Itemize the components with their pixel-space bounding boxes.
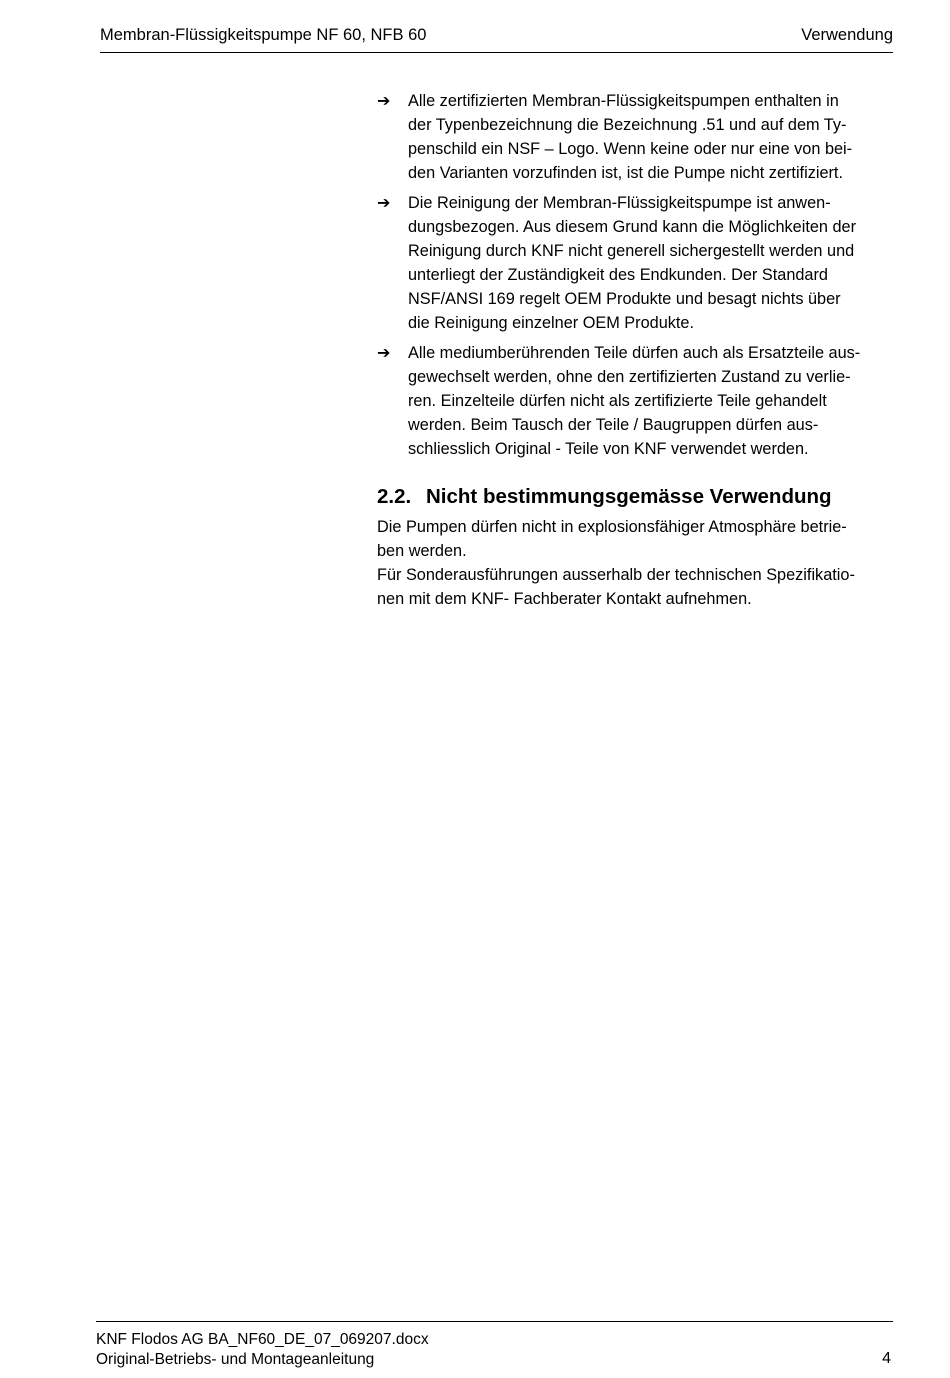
arrow-right-icon: ➔: [377, 193, 391, 212]
page-number: 4: [882, 1350, 891, 1367]
section-number: 2.2.: [377, 485, 412, 508]
main-content: [377, 89, 893, 611]
footer-document-type: Original-Betriebs- und Montageanleitung: [96, 1351, 375, 1368]
section-heading: [377, 483, 893, 511]
bullet-text: Die Reinigung der Membran-Flüssigkeitspumpe ist anwen- dungsbezogen. Aus diesem Grund kann die Möglichkeiten der Reinigung durch KNF nicht generell sichergestellt werden und unterliegt der Zuständigkeit des Endkunden. Der Standard NSF/ANSI 169 regelt OEM Produkte und besagt nichts über die Reinigung einzelner OEM Produkte.: [408, 194, 857, 332]
section-title: Nicht bestimmungsgemässe Verwendung: [426, 485, 832, 508]
chapter-title: Verwendung: [801, 26, 893, 44]
page-header: [100, 24, 893, 53]
bullet-item: [377, 341, 893, 461]
arrow-right-icon: ➔: [377, 343, 391, 362]
bullet-text: Alle mediumberührenden Teile dürfen auch als Ersatzteile aus- gewechselt werden, ohne den zertifizierten Zustand zu verlie- ren. Einzelteile dürfen nicht als zertifizierte Teile gehandelt werden. Beim Tausch der Teile / Baugruppen dürfen aus- schliesslich Original - Teile von KNF verwendet werden.: [408, 344, 861, 458]
page-footer: [96, 1321, 893, 1370]
footer-document-id: KNF Flodos AG BA_NF60_DE_07_069207.docx: [96, 1331, 429, 1348]
arrow-right-icon: ➔: [377, 91, 391, 110]
bullet-item: [377, 89, 893, 185]
section-body: Die Pumpen dürfen nicht in explosionsfähiger Atmosphäre betrie- ben werden. Für Sonderausführungen ausserhalb der technischen Spezifikatio- nen mit dem KNF- Fachberater Kontakt aufnehmen.: [377, 518, 855, 608]
bullet-text: Alle zertifizierten Membran-Flüssigkeitspumpen enthalten in der Typenbezeichnung die Bezeichnung .51 und auf dem Ty- penschild ein NSF – Logo. Wenn keine oder nur eine von bei- den Varianten vorzufinden ist, ist die Pumpe nicht zertifiziert.: [408, 92, 853, 182]
bullet-item: [377, 191, 893, 335]
document-title: Membran-Flüssigkeitspumpe NF 60, NFB 60: [100, 26, 427, 44]
